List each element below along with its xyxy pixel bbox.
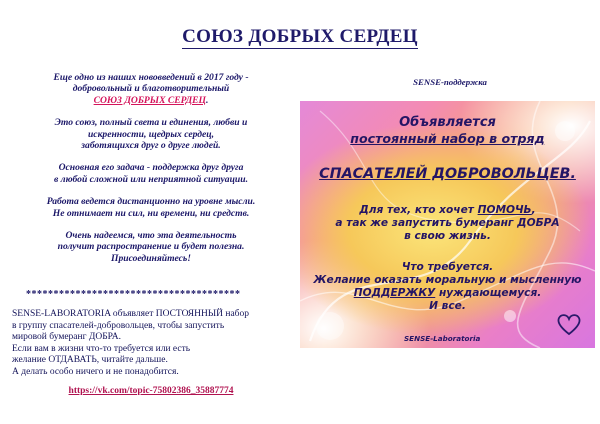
intro-line: Работа ведется дистанционно на уровне мысли. [46, 196, 256, 208]
announcement-line: А делать особо ничего и не понадобится. [12, 366, 179, 377]
poster-line-announced: Объявляется [399, 115, 496, 130]
asterisk-divider: *************************************** [26, 289, 241, 300]
announcement-line: Если вам в жизни что-то требуется или есть [12, 343, 191, 354]
intro-line: Присоединяйтесь! [111, 252, 191, 264]
vk-topic-link[interactable]: https://vk.com/topic-75802386_35887774 [68, 386, 234, 396]
intro-line: в любой сложной или неприятной ситуации. [54, 173, 248, 185]
poster-text: Для тех, кто хочет [359, 204, 478, 216]
support-label: SENSE-поддержка [413, 77, 487, 87]
page-title [0, 26, 600, 48]
poster-text-help: ПОМОЧЬ [477, 204, 532, 216]
poster-paragraph-2 [300, 261, 595, 313]
poster-text: Желание оказать моральную и мысленную [313, 274, 582, 286]
poster-text: И все. [429, 300, 466, 312]
announcement-line: SENSE-LABORATORIA объявляет ПОСТОЯННЫЙ набор [12, 309, 249, 319]
intro-paragraph-4 [10, 196, 292, 219]
intro-paragraph-3 [10, 162, 292, 185]
intro-text [10, 72, 292, 275]
intro-line: Не отнимает ни сил, ни времени, ни средств. [52, 207, 250, 219]
intro-line: заботящихся друг о друге людей. [81, 140, 221, 152]
announcement-line: мировой бумеранг ДОБРА. [12, 332, 121, 342]
page-title-text: СОЮЗ ДОБРЫХ СЕРДЕЦ [182, 26, 418, 47]
intro-paragraph-1 [10, 72, 292, 106]
announcement-line: желание ОТДАВАТЬ, читайте дальше. [12, 355, 168, 365]
intro-paragraph-2 [10, 117, 292, 151]
intro-line: . [206, 94, 209, 106]
poster-line-recruitment [300, 131, 595, 146]
intro-line: искренности, щедрых сердец, [87, 128, 215, 140]
poster-headline-text: СПАСАТЕЛЕЙ ДОБРОВОЛЬЦЕВ. [319, 166, 576, 182]
poster-text: Что требуется. [401, 261, 494, 273]
poster-text-support: ПОДДЕРЖКУ [353, 287, 436, 299]
poster-text: , [531, 204, 536, 216]
poster-text: а так же запустить бумеранг ДОБРА [335, 217, 560, 229]
union-name-highlight: СОЮЗ ДОБРЫХ СЕРДЕЦ [93, 94, 206, 106]
poster-paragraph-1 [300, 204, 595, 243]
poster-text: нуждающемуся. [435, 287, 542, 299]
intro-line: Основная его задача - поддержка друг друга [58, 162, 244, 174]
intro-line: Еще одно из наших нововведений в 2017 году - [53, 72, 249, 83]
intro-line: получит распространение и будет полезна. [57, 241, 245, 253]
announcement-text [12, 309, 302, 378]
recruitment-poster [300, 101, 595, 348]
poster-line-recruitment-text: постоянный набор в отряд [350, 131, 545, 146]
intro-line: Это союз, полный света и единения, любви и [54, 117, 248, 129]
intro-line: добровольный и благотворительный [72, 83, 230, 95]
poster-logo-text: SENSE-Laboratoria [404, 334, 481, 343]
intro-paragraph-5 [10, 230, 292, 264]
heart-outline-icon [556, 312, 582, 336]
intro-line: Очень надеемся, что эта деятельность [65, 230, 237, 242]
poster-text: в свою жизнь. [404, 230, 491, 242]
poster-headline [300, 166, 595, 182]
announcement-line: в группу спасателей-добровольцев, чтобы запустить [12, 320, 225, 331]
